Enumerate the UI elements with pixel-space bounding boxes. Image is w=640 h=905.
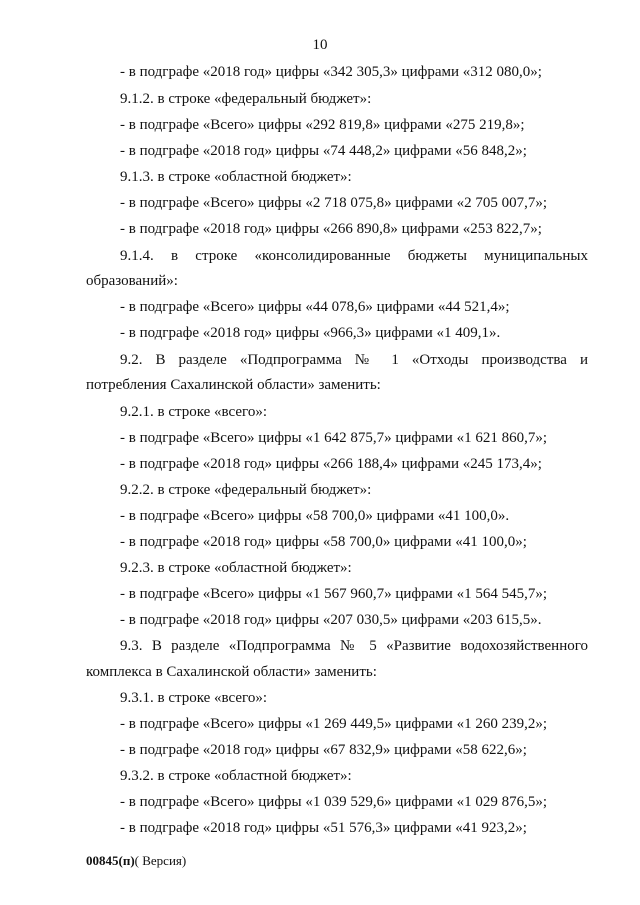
- text-line: 9.1.2. в строке «федеральный бюджет»:: [120, 91, 372, 107]
- text-line: - в подграфе «2018 год» цифры «74 448,2» цифрами «56 848,2»;: [120, 143, 527, 159]
- text-line: - в подграфе «2018 год» цифры «266 890,8» цифрами «253 822,7»;: [120, 221, 542, 237]
- text-line: - в подграфе «2018 год» цифры «51 576,3» цифрами «41 923,2»;: [120, 820, 527, 836]
- document-code: 00845(п): [86, 853, 135, 868]
- text-line: 9.2. В разделе «Подпрограмма № 1 «Отходы производства и: [120, 352, 588, 368]
- document-version: ( Версия): [134, 853, 187, 868]
- text-line: 9.3.2. в строке «областной бюджет»:: [120, 768, 352, 784]
- text-line: - в подграфе «Всего» цифры «1 269 449,5» цифрами «1 260 239,2»;: [120, 716, 547, 732]
- text-line: - в подграфе «Всего» цифры «1 567 960,7» цифрами «1 564 545,7»;: [120, 586, 547, 602]
- text-line: потребления Сахалинской области» заменить:: [86, 377, 381, 393]
- page-number: 10: [312, 37, 328, 53]
- text-line: 9.3. В разделе «Подпрограмма № 5 «Развитие водохозяйственного: [120, 638, 588, 654]
- text-line: - в подграфе «Всего» цифры «1 642 875,7» цифрами «1 621 860,7»;: [120, 430, 547, 446]
- text-line: - в подграфе «2018 год» цифры «266 188,4» цифрами «245 173,4»;: [120, 456, 542, 472]
- text-line: образований»:: [86, 273, 178, 289]
- text-line: - в подграфе «Всего» цифры «58 700,0» цифрами «41 100,0».: [120, 508, 510, 524]
- text-line: - в подграфе «2018 год» цифры «342 305,3» цифрами «312 080,0»;: [120, 64, 542, 80]
- text-line: 9.2.1. в строке «всего»:: [120, 404, 267, 420]
- text-line: - в подграфе «Всего» цифры «292 819,8» цифрами «275 219,8»;: [120, 117, 525, 133]
- text-line: 9.2.2. в строке «федеральный бюджет»:: [120, 482, 372, 498]
- text-line: 9.1.3. в строке «областной бюджет»:: [120, 169, 352, 185]
- text-line: 9.3.1. в строке «всего»:: [120, 690, 267, 706]
- text-line: - в подграфе «Всего» цифры «1 039 529,6» цифрами «1 029 876,5»;: [120, 794, 547, 810]
- text-line: - в подграфе «Всего» цифры «44 078,6» цифрами «44 521,4»;: [120, 299, 510, 315]
- text-line: - в подграфе «2018 год» цифры «67 832,9» цифрами «58 622,6»;: [120, 742, 527, 758]
- text-line: комплекса в Сахалинской области» заменить:: [86, 664, 377, 680]
- text-line: 9.2.3. в строке «областной бюджет»:: [120, 560, 352, 576]
- text-line: - в подграфе «2018 год» цифры «207 030,5» цифрами «203 615,5».: [120, 612, 542, 628]
- text-line: - в подграфе «2018 год» цифры «58 700,0» цифрами «41 100,0»;: [120, 534, 527, 550]
- text-line: - в подграфе «Всего» цифры «2 718 075,8» цифрами «2 705 007,7»;: [120, 195, 547, 211]
- document-footer: [86, 853, 186, 869]
- text-line: 9.1.4. в строке «консолидированные бюджеты муниципальных: [120, 248, 588, 264]
- text-line: - в подграфе «2018 год» цифры «966,3» цифрами «1 409,1».: [120, 325, 501, 341]
